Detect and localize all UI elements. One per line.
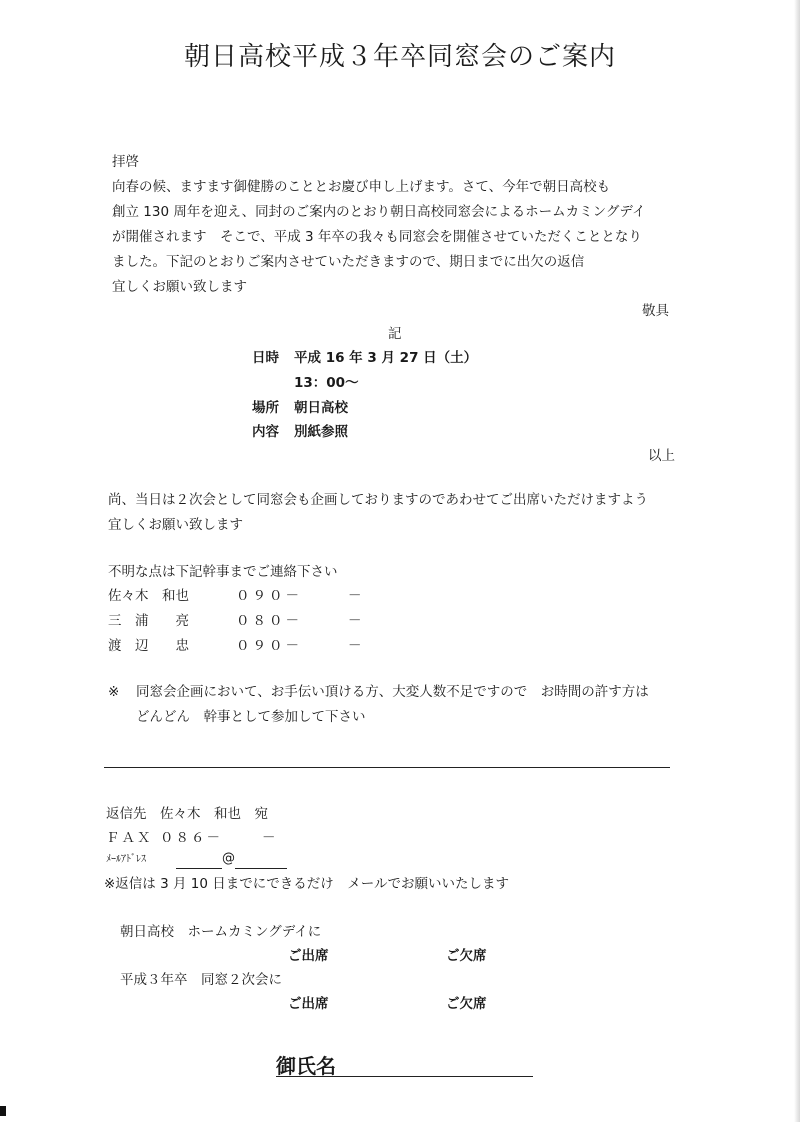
asterisk-line: 同窓会企画において、お手伝い頂ける方、大変人数不足ですので お時間の許す方は <box>136 684 649 700</box>
contact-name: 渡 辺 忠 <box>108 638 189 654</box>
greeting: 拝啓 <box>112 154 139 170</box>
mail-field <box>176 849 287 869</box>
rsvp-absent-2[interactable]: ご欠席 <box>446 996 487 1012</box>
date-label: 日時 <box>252 350 279 366</box>
divider-line <box>104 767 670 768</box>
name-underline[interactable] <box>276 1076 533 1077</box>
rsvp-absent-1[interactable]: ご欠席 <box>446 948 487 964</box>
contact-phone-prefix: ０８０－ <box>236 613 302 629</box>
mail-label: ﾒｰﾙｱﾄﾞﾚｽ <box>106 854 146 865</box>
fax-dash: － <box>262 830 276 846</box>
ki-heading: 記 <box>388 326 402 342</box>
body-line: ました。下記のとおりご案内させていただきますので、期日までに出欠の返信 <box>112 254 585 270</box>
asterisk-mark: ※ <box>108 684 120 700</box>
body-line: 創立 130 周年を迎え、同封のご案内のとおり朝日高校同窓会によるホームカミングデイ <box>112 204 646 220</box>
contact-name: 佐々木 和也 <box>108 588 189 604</box>
page-edge-shadow <box>794 0 800 1122</box>
rsvp-attend-1[interactable]: ご出席 <box>288 948 329 964</box>
document-title: 朝日高校平成３年卒同窓会のご案内 <box>183 42 616 72</box>
closing-keigu: 敬具 <box>642 303 669 319</box>
mail-underline <box>176 856 222 869</box>
name-label: 御氏名 <box>276 1054 336 1078</box>
rsvp-attend-2[interactable]: ご出席 <box>288 996 329 1012</box>
rsvp-event-reunion: 平成３年卒 同窓２次会に <box>120 972 282 988</box>
mail-at: @ <box>222 851 235 866</box>
contact-heading: 不明な点は下記幹事までご連絡下さい <box>108 564 338 580</box>
place-label: 場所 <box>252 400 279 416</box>
reply-deadline: ※返信は 3 月 10 日までにできるだけ メールでお願いいたします <box>104 876 509 892</box>
place-value: 朝日高校 <box>294 400 348 416</box>
contact-phone-prefix: ０９０－ <box>236 638 302 654</box>
content-label: 内容 <box>252 424 279 440</box>
content-value: 別紙参照 <box>294 424 348 440</box>
scan-mark <box>0 1106 6 1116</box>
fax-prefix: ０８６－ <box>160 830 222 846</box>
asterisk-line: どんどん 幹事として参加して下さい <box>136 709 366 725</box>
fax-label: ＦＡＸ <box>106 830 153 846</box>
note-line: 尚、当日は２次会として同窓会も企画しておりますのであわせてご出席いただけますよう <box>108 492 648 508</box>
contact-phone-prefix: ０９０－ <box>236 588 302 604</box>
contact-phone-suffix: － <box>348 613 362 629</box>
body-line: 宜しくお願い致します <box>112 279 247 295</box>
body-paragraph <box>112 175 692 300</box>
time-value: 13：00～ <box>294 375 359 391</box>
body-line: 向春の候、ますます御健勝のこととお慶び申し上げます。さて、今年で朝日高校も <box>112 179 611 195</box>
mail-underline <box>235 856 287 869</box>
contact-phone-suffix: － <box>348 638 362 654</box>
date-value: 平成 16 年 3 月 27 日（土） <box>294 350 478 366</box>
contact-phone-suffix: － <box>348 588 362 604</box>
note-paragraph <box>108 488 698 538</box>
rsvp-event-homecoming: 朝日高校 ホームカミングデイに <box>120 924 322 940</box>
body-line: が開催されます そこで、平成 3 年卒の我々も同窓会を開催させていただくこととなり <box>112 229 642 245</box>
reply-to: 返信先 佐々木 和也 宛 <box>106 806 268 822</box>
note-line: 宜しくお願い致します <box>108 517 243 533</box>
contact-name: 三 浦 亮 <box>108 613 189 629</box>
ijo: 以上 <box>648 448 675 464</box>
